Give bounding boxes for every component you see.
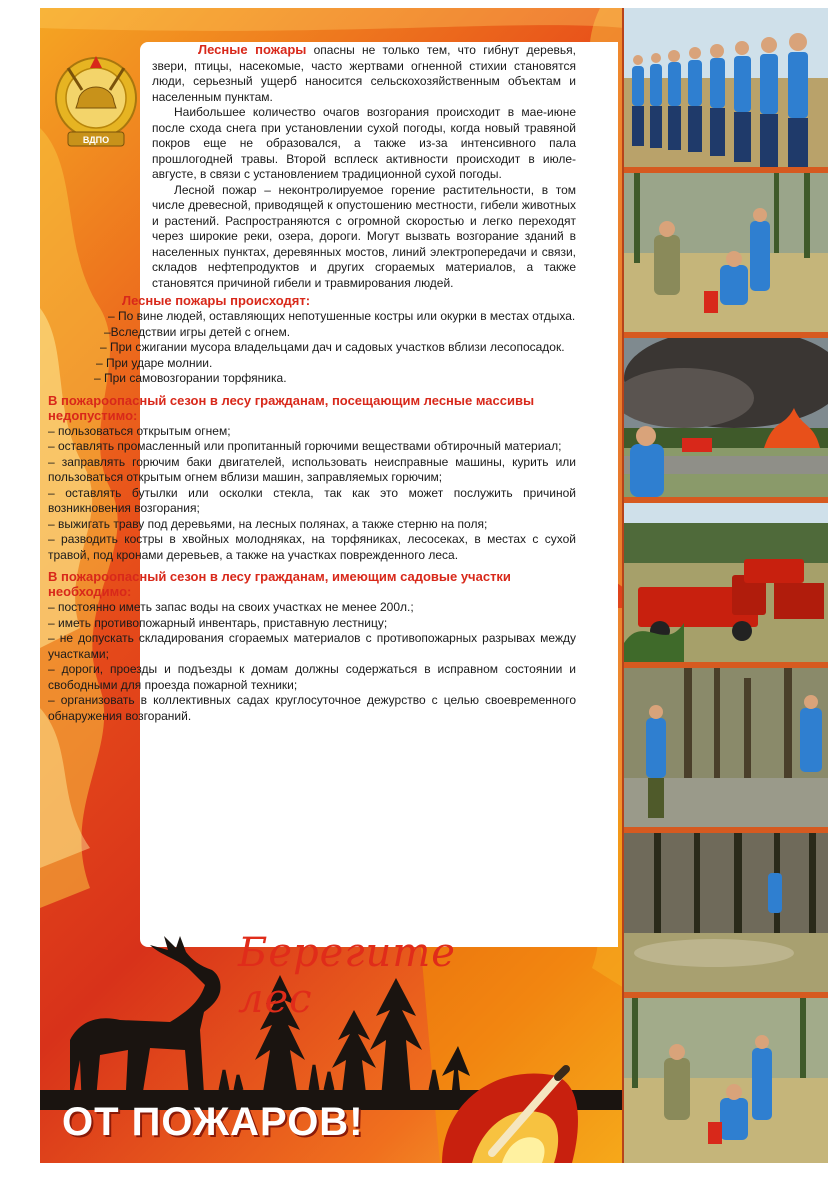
prohibited-item: – разводить костры в хвойных молодняках, на торфяниках, лесосеках, в местах с сухой травой, под кронами деревьев, а также на участках поврежденного леса. <box>48 532 576 562</box>
article-body <box>48 42 576 724</box>
emblem-text: ВДПО <box>82 135 110 145</box>
photo-burnt-forest-crew <box>624 668 828 833</box>
causes-item: – По вине людей, оставляющих непотушенные костры или окурки в местах отдыха. <box>108 309 576 323</box>
causes-item: – При ударе молнии. <box>96 355 213 370</box>
required-item: – организовать в коллективных садах круглосуточное дежурство с целью своевременного обнаружения возгораний. <box>48 693 576 723</box>
prohibited-item: – выжигать траву под деревьями, на лесных полянах, а также стерню на поля; <box>48 516 488 531</box>
causes-item: –Вследствии игры детей с огнем. <box>104 324 291 339</box>
intro-paragraph-3: Лесной пожар – неконтролируемое горение растительности, в том числе древесной, приводящей к опустошению местности, гибели животных и растений. Распространяются с огромной скоростью и легко переходят через широкие реки, озера, дороги. Могут вызвать возгорание зданий в населенных пунктах, деревянных мостов, линий электропередачи и связи, складов нефтепродуктов и других сгораемых материалов, а также становятся причиной гибели и травмирования людей. <box>152 182 576 290</box>
required-item: – постоянно иметь запас воды на своих участках не менее 200л.; <box>48 600 414 614</box>
photo-crew-working <box>624 998 828 1163</box>
photo-volunteers-lineup <box>624 8 828 173</box>
prohibited-list <box>48 424 576 564</box>
causes-list <box>48 309 576 387</box>
intro-paragraph-1 <box>48 42 576 105</box>
prohibited-item: – пользоваться открытым огнем; <box>48 423 231 438</box>
intro-p1-text: опасны не только тем, что гибнут деревья, звери, птицы, насекомые, часто жертвами огненной стихии становятся люди, серьезный ущерб наносится сельскохозяйственным объектам и населенным пунктам. <box>152 43 576 104</box>
prohibited-item: – оставлять бутылки или осколки стекла, так как это может послужить причиной возникновения возгорания; <box>48 485 576 515</box>
intro-lead: Лесные пожары <box>198 42 307 57</box>
photo-smoldering-forest <box>624 833 828 998</box>
photo-fire-trucks <box>624 503 828 668</box>
required-item: – не допускать складирования сгораемых материалов с противопожарных разрывах между участками; <box>48 631 576 661</box>
prohibited-heading: В пожароопасный сезон в лесу гражданам, посещающим лесные массивы недопустимо: <box>48 392 535 423</box>
causes-item: – При самовозгорании торфяника. <box>94 371 287 385</box>
required-heading: В пожароопасный сезон в лесу гражданам, имеющим садовые участки необходимо: <box>48 569 511 599</box>
fire-badge-icon <box>432 1035 582 1163</box>
prohibited-item: – заправлять горючим баки двигателей, использовать неисправные машины, курить или пользоваться открытым огнем вблизи машин, заправляемых горючим; <box>48 454 576 484</box>
required-list <box>48 600 576 724</box>
photo-column <box>622 8 828 1163</box>
prohibited-item: – оставлять промасленный или пропитанный горючими веществами обтирочный материал; <box>48 439 562 453</box>
banner-title: ОТ ПОЖАРОВ! <box>62 1100 364 1144</box>
required-item: – дороги, проезды и подъезды к домам должны содержаться в исправном состоянии и свободными для проезда пожарной техники; <box>48 662 576 692</box>
photo-forest-fire-smoke <box>624 338 828 503</box>
required-item: – иметь противопожарный инвентарь, приставную лестницу; <box>48 615 388 630</box>
causes-item: – При сжигании мусора владельцами дач и садовых участков вблизи лесопосадок. <box>100 340 565 354</box>
causes-heading: Лесные пожары происходят: <box>122 293 311 308</box>
photo-firefighters-equipment <box>624 173 828 338</box>
slogan-text: Берегите лес <box>238 930 456 1022</box>
intro-paragraph-2: Наибольшее количество очагов возгорания происходит в мае-июне после схода снега при установлении сухой погоды, когда новый травяной покров еще не образовался, а также из-за интенсивного пала прошлогодней травы. Второй всплеск активности происходит в июле-августе, в связи с установлением традиционной сухой погоды. <box>152 105 576 181</box>
